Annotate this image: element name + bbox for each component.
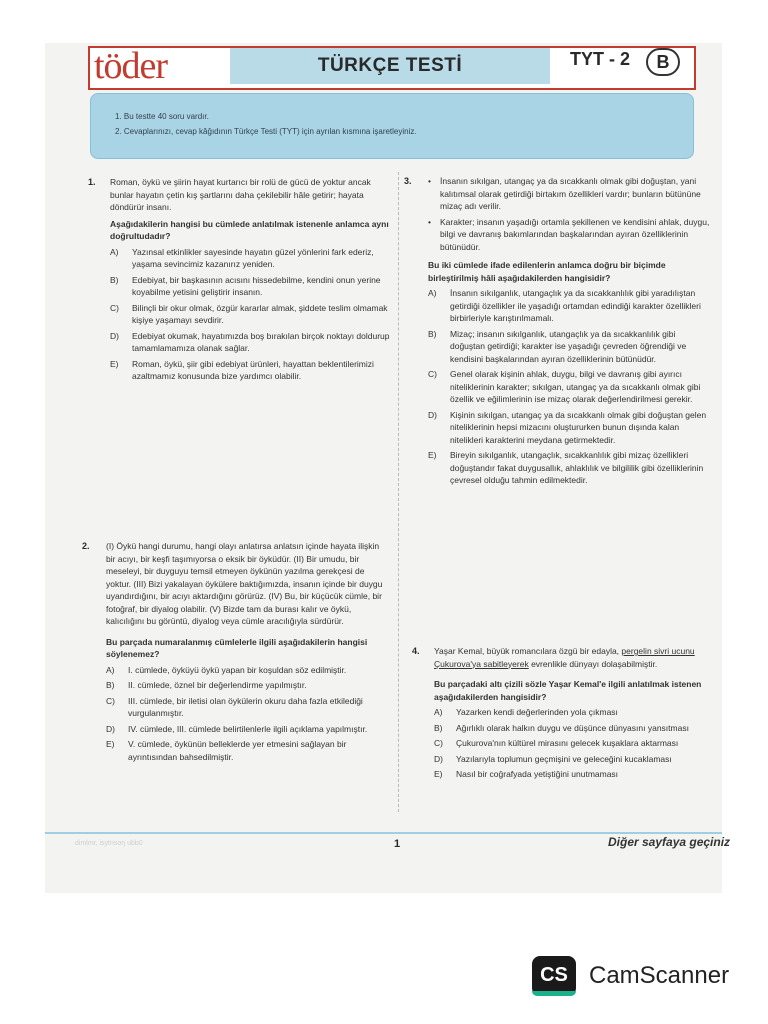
instructions-box: [90, 93, 694, 159]
option-a[interactable]: [106, 664, 390, 677]
option-text: Edebiyat, bir başkasının acısını hissedebilme, kendini onun yerine koyabilme yetisini geliştirir insanın.: [132, 274, 381, 297]
option-d[interactable]: [106, 723, 390, 736]
question-number: 3.: [404, 176, 412, 186]
page-number: 1: [394, 838, 401, 850]
option-text: Ağırlıklı olarak halkın duygu ve düşünce dünyasını yansıtması: [456, 722, 689, 733]
option-e[interactable]: [106, 738, 390, 763]
option-letter: C): [106, 695, 115, 706]
option-letter: D): [434, 753, 443, 764]
option-text: Roman, öykü, şiir gibi edebiyat ürünleri, hayattan beklentilerimizi azaltmamız konusunda bize yardımcı olabilir.: [132, 358, 374, 381]
option-text: Mizaç; insanın sıkılganlık, utangaçlık ya da sıcakkanlılık gibi doğuştan getirdiği; karakter ise yaşadığı çevreden öğrendiği ve kendisini başkalarından ayıran özelliklerinin bütünüdür.: [450, 328, 687, 364]
bullet-dot: •: [428, 216, 431, 227]
booklet-letter: B: [646, 48, 680, 76]
footer-rule: [45, 832, 722, 834]
option-e[interactable]: [434, 768, 718, 781]
option-letter: D): [428, 409, 437, 420]
question-3: [428, 175, 710, 487]
question-stem: [434, 645, 718, 670]
question-prompt: Bu iki cümlede ifade edilenlerin anlamca doğru bir biçimde birleştirilmiş hâli aşağıdakilerden hangisidir?: [428, 260, 666, 283]
option-text: Bireyin sıkılganlık, utangaçlık, sıcakkanlılık gibi mizaç özellikleri doğuştandır fakat duygusallık, ahlaklılık ve bilgililik gibi özelliklerinin çevresel olduğu tahmin edilmektedir.: [450, 450, 704, 485]
option-text: Yazınsal etkinlikler sayesinde hayatın güzel yönlerini fark ederiz, yaşama sevincimiz kazanırız yeniden.: [132, 246, 374, 269]
option-e[interactable]: [110, 358, 390, 383]
option-text: Kişinin sıkılgan, utangaç ya da sıcakkanlı olmak gibi doğuştan gelen niteliklerinin hepsi mizacını oluştururken bunun dışında kalan nitelikleri karakterini meydana getirmektedir.: [450, 409, 707, 445]
option-letter: C): [434, 738, 443, 748]
option-text: III. cümlede, bir iletisi olan öykülerin okuru daha fazla etkilediği vurgulanmıştır.: [128, 695, 363, 718]
option-letter: E): [110, 358, 119, 369]
option-letter: C): [110, 302, 119, 313]
question-4: [434, 645, 718, 781]
test-title: TÜRKÇE TESTİ: [230, 48, 550, 84]
option-letter: E): [106, 739, 115, 749]
column-divider: [398, 172, 399, 812]
question-prompt: Aşağıdakilerin hangisi bu cümlede anlatılmak istenenle anlamca aynı doğrultudadır?: [110, 218, 389, 241]
option-d[interactable]: [434, 753, 718, 766]
option-text: İnsanın sıkılganlık, utangaçlık ya da sıcakkanlılık gibi yaradılıştan getirdiği özellikler ile yaşadığı ortamdan edindiği karakter özellikleri birbirleriyle karıştırılmamalı.: [450, 288, 701, 323]
instruction-line: 2. Cevaplarınızı, cevap kâğıdının Türkçe Testi (TYT) için ayrılan kısmına işaretleyiniz.: [115, 127, 417, 136]
option-text: V. cümlede, öykünün belleklerde yer etmesini sağlayan bir ayrıntısından bahsedilmiştir.: [128, 739, 347, 762]
question-prompt: Bu parçadaki altı çizili sözle Yaşar Kemal'e ilgili anlatılmak istenen aşağıdakilerden hangisidir?: [434, 679, 702, 702]
option-letter: A): [110, 246, 119, 257]
option-letter: B): [110, 274, 119, 285]
option-text: Edebiyat okumak, hayatımızda boş bırakılan birçok noktayı doldurup tamamlamamıza olanak sağlar.: [132, 330, 390, 353]
question-number: 2.: [82, 541, 90, 551]
option-text: Yazılarıyla toplumun geçmişini ve geleceğini kucaklaması: [456, 753, 672, 764]
option-text: I. cümlede, öyküyü öykü yapan bir koşuldan söz edilmiştir.: [128, 664, 347, 675]
premise-bullet: [428, 175, 710, 213]
question-stem: (I) Öykü hangi durumu, hangi olayı anlatırsa anlatsın içinde hayata ilişkin bir acıyı, bir keşfi taşımıyorsa o eksik bir öyküdür. (II) Bir umudu, bir meseleyi, bir duyguyu temsil etmeyen öykünün yazılma gerekçesi de yoktur. (III) Bizi yakalayan öykülere baktığımızda, insanın içinde bir duygu uyandırdığını, bir acıyı aktardığını görürüz. (IV) Bu, bir küçücük cümle, bir fotoğraf, bir diyalog olabilir. (V) Bizde tam da burası kalır ve öykü, kalıcılığını bu görüntü, diyalog veya cümle aracılığıyla sürdürür.: [106, 541, 383, 626]
next-page-note: Diğer sayfaya geçiniz: [608, 835, 731, 849]
question-1: [110, 176, 390, 383]
option-b[interactable]: [434, 722, 718, 735]
camscanner-logo-icon: CS: [532, 956, 576, 996]
booklet-code: TYT - 2: [570, 49, 631, 69]
option-a[interactable]: [110, 246, 390, 271]
question-number: 1.: [88, 177, 96, 187]
option-letter: B): [428, 328, 437, 339]
stem-text: Yaşar Kemal, büyük romancılara özgü bir edayla,: [434, 646, 622, 656]
option-letter: D): [110, 330, 119, 341]
option-text: Nasıl bir coğrafyada yetiştiğini unutmaması: [456, 769, 619, 779]
option-text: Çukurova'nın kültürel mirasını gelecek kuşaklara aktarması: [456, 738, 679, 748]
footer-faint-text: dimlmr, isytnsoŋ ubb0: [75, 840, 143, 847]
option-a[interactable]: [434, 706, 718, 719]
stem-text: evrenlikle dünyayı dolaşabilmiştir.: [528, 658, 658, 669]
option-letter: E): [428, 450, 437, 460]
toder-logo: töder: [94, 45, 168, 87]
option-c[interactable]: [434, 737, 718, 750]
option-d[interactable]: [110, 330, 390, 355]
premise-bullet: [428, 216, 710, 254]
option-c[interactable]: [428, 368, 710, 406]
option-letter: A): [428, 288, 437, 298]
option-letter: B): [434, 722, 443, 733]
option-c[interactable]: [106, 695, 390, 720]
option-text: Genel olarak kişinin ahlak, duygu, bilgi ve davranış gibi ayırıcı niteliklerinin karakter; sıkılgan, utangaç ya da sıcakkanlı olmak gibi özellik ve eğilimlerinin ise mizaç olarak değerlendirilmesi gerekir.: [450, 369, 701, 404]
camscanner-brand: CamScanner: [589, 962, 730, 989]
option-text: IV. cümlede, III. cümlede belirtilenlerle ilgili açıklama yapılmıştır.: [128, 723, 368, 734]
option-e[interactable]: [428, 449, 710, 487]
option-text: II. cümlede, öznel bir değerlendirme yapılmıştır.: [128, 680, 307, 690]
question-prompt: Bu parçada numaralanmış cümlelerle ilgili aşağıdakilerin hangisi söylenemez?: [106, 636, 368, 659]
question-2: [106, 540, 390, 763]
option-letter: E): [434, 769, 443, 779]
bullet-dot: •: [428, 176, 431, 186]
option-text: Bilinçli bir okur olmak, özgür kararlar almak, şiddete teslim olmamak kişiye yaşamayı sevdirir.: [132, 302, 388, 325]
option-letter: C): [428, 369, 437, 379]
option-letter: B): [106, 680, 115, 690]
premise-text: İnsanın sıkılgan, utangaç ya da sıcakkanlı olmak gibi doğuştan, yani kalıtımsal olarak getirdiği birtakım özellikleri vardır; bunların bütününe mizaç adı verilir.: [440, 176, 701, 211]
underlined-phrase: pergelin sivri ucunu Çukurova'ya sabitleyerek: [434, 646, 695, 669]
instruction-line: 1. Bu testte 40 soru vardır.: [115, 112, 209, 121]
option-letter: A): [106, 664, 115, 675]
option-a[interactable]: [428, 287, 710, 325]
option-text: Yazarken kendi değerlerinden yola çıkması: [456, 707, 618, 717]
option-letter: D): [106, 723, 115, 734]
premise-text: Karakter; insanın yaşadığı ortamla şekillenen ve kendisini ahlak, duygu, bilgi ve davranış bakımlarından başkalarından ayıran özelliklerinin bütünüdür.: [440, 216, 710, 252]
option-b[interactable]: [428, 328, 710, 366]
option-b[interactable]: [106, 679, 390, 692]
question-number: 4.: [412, 646, 420, 656]
option-c[interactable]: [110, 302, 390, 327]
option-b[interactable]: [110, 274, 390, 299]
option-d[interactable]: [428, 409, 710, 447]
option-letter: A): [434, 707, 443, 717]
question-stem: Roman, öykü ve şiirin hayat kurtarıcı bir rolü de gücü de yoktur ancak bunlar hayatın çetin kış şartlarını daha çekilebilir hâle getirir; hayata döndürür insanı.: [110, 177, 371, 212]
